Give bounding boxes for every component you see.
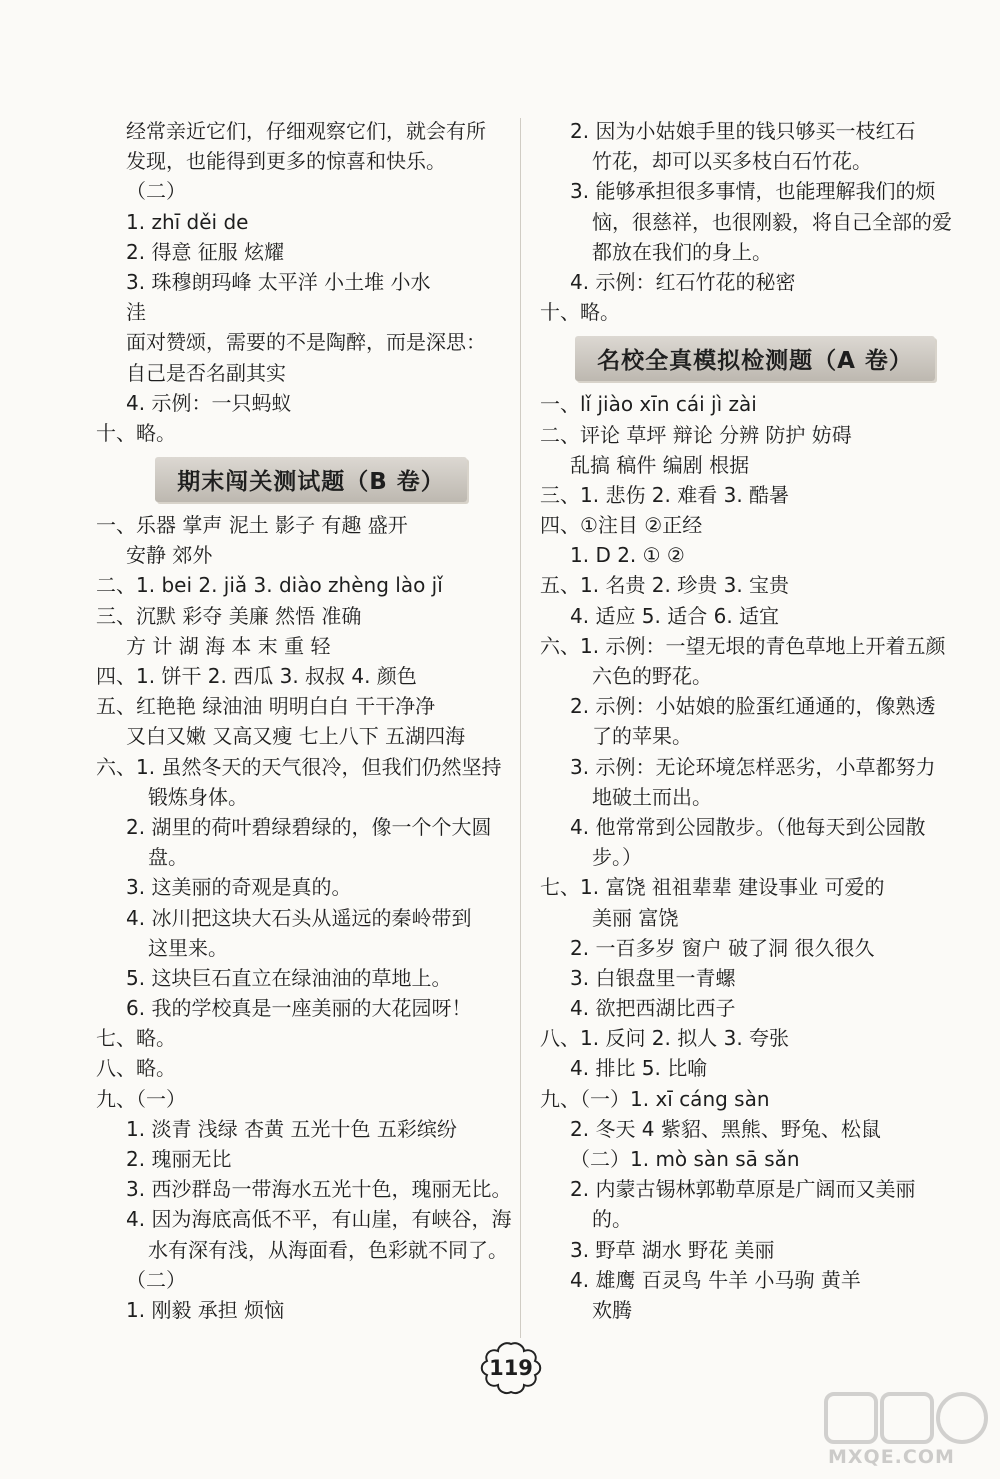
answer-line: 水有深有浅，从海面看，色彩就不同了。 (148, 1237, 508, 1262)
answer-line: 4. 适应 5. 适合 6. 适宜 (570, 603, 780, 628)
answer-line: 2. 得意 征服 炫耀 (126, 239, 285, 264)
section-heading-container (96, 448, 526, 510)
answer-line: 3. 野草 湖水 野花 美丽 (570, 1237, 775, 1262)
answer-line: 2. 一百多岁 窗户 破了洞 很久很久 (570, 935, 875, 960)
answer-line: 自己是否名副其实 (126, 360, 286, 385)
answer-line: 安静 郊外 (126, 543, 213, 568)
answer-line: 乱搞 稿件 编剧 根据 (570, 452, 750, 477)
answer-line: 十、略。 (540, 300, 620, 325)
answer-line: 3. 珠穆朗玛峰 太平洋 小土堆 小水 (126, 269, 431, 294)
answer-line: 都放在我们的身上。 (592, 239, 772, 264)
answer-line: 八、1. 反问 2. 拟人 3. 夸张 (540, 1026, 790, 1051)
page-number-badge (478, 1340, 544, 1396)
answer-line: 2. 因为小姑娘手里的钱只够买一枝红石 (570, 119, 916, 143)
answer-line: 六、1. 虽然冬天的天气很冷，但我们仍然坚持 (96, 754, 502, 779)
answer-line: 二、评论 草坪 辩论 分辨 防护 妨碍 (540, 422, 852, 447)
page-number: 119 (489, 1356, 533, 1380)
answer-line: 6. 我的学校真是一座美丽的大花园呀！ (126, 996, 472, 1021)
watermark-logo (822, 1388, 992, 1474)
answer-line: （二） (126, 1267, 186, 1292)
answer-line: 2. 瑰丽无比 (126, 1147, 232, 1171)
answer-line: （二） (126, 179, 186, 204)
answer-line: 了的苹果。 (592, 724, 692, 749)
answer-line: 十、略。 (96, 420, 176, 445)
answer-line: 四、1. 饼干 2. 西瓜 3. 叔叔 4. 颜色 (96, 664, 417, 688)
answer-line: 一、乐器 掌声 泥土 影子 有趣 盛开 (96, 513, 408, 538)
answer-line: 3. 白银盘里一青螺 (570, 965, 736, 990)
answer-line: 七、略。 (96, 1026, 176, 1051)
right-column (540, 116, 970, 1325)
answer-line: 二、1. bei 2. jiǎ 3. diào zhèng lào jǐ (96, 573, 443, 598)
answer-line: 恼，很慈祥，也很刚毅，将自己全部的爱 (592, 209, 952, 234)
answer-line: 1. 淡青 浅绿 杏黄 五光十色 五彩缤纷 (126, 1116, 457, 1141)
answer-line: 欢腾 (592, 1297, 632, 1322)
answer-line: 的。 (592, 1207, 632, 1232)
answer-line: 又白又嫩 又高又瘦 七上八下 五湖四海 (126, 724, 466, 749)
column-divider (520, 118, 521, 1338)
answer-line: 三、沉默 彩夺 美廉 然悟 准确 (96, 603, 362, 628)
answer-line: 4. 排比 5. 比喻 (570, 1056, 708, 1081)
answer-line: 1. D 2. ① ② (570, 543, 685, 568)
answer-line: 这里来。 (148, 935, 228, 960)
answer-line: 九、（一） (96, 1086, 186, 1111)
answer-line: 3. 西沙群岛一带海水五光十色，瑰丽无比。 (126, 1177, 512, 1202)
answer-line: 面对赞颂，需要的不是陶醉，而是深思： (126, 330, 486, 355)
answer-line: 六色的野花。 (592, 664, 712, 688)
answer-line: 步。） (592, 845, 642, 870)
answer-line: 一、lǐ jiào xīn cái jì zài (540, 392, 757, 417)
answer-line: 五、1. 名贵 2. 珍贵 3. 宝贵 (540, 573, 790, 598)
watermark-icon (822, 1388, 992, 1448)
answer-line: 五、红艳艳 绿油油 明明白白 干干净净 (96, 694, 436, 719)
answer-line: 4. 欲把西湖比西子 (570, 996, 736, 1021)
answer-line: 3. 能够承担很多事情，也能理解我们的烦 (570, 179, 936, 204)
section-heading-container (540, 327, 970, 389)
answer-line: 4. 示例：一只蚂蚁 (126, 390, 292, 415)
answer-line: 4. 冰川把这块大石头从遥远的秦岭带到 (126, 905, 472, 930)
answer-line: 4. 他常常到公园散步。（他每天到公园散 (570, 814, 926, 839)
answer-line: 方 计 湖 海 本 末 重 轻 (126, 633, 331, 658)
answer-line: 地破土而出。 (592, 784, 712, 809)
answer-line: 七、1. 富饶 祖祖辈辈 建设事业 可爱的 (540, 875, 885, 900)
answer-line: 盘。 (148, 845, 188, 870)
section-heading: 期末闯关测试题（B 卷） (155, 457, 467, 502)
answer-line: 1. zhī děi de (126, 209, 249, 234)
answer-line: 3. 示例：无论环境怎样恶劣，小草都努力 (570, 754, 936, 779)
answer-line: 竹花，却可以买多枝白石竹花。 (592, 149, 872, 174)
answer-line: （二）1. mò sàn sā sǎn (570, 1147, 800, 1171)
answer-line: 4. 雄鹰 百灵鸟 牛羊 小马驹 黄羊 (570, 1267, 861, 1292)
section-heading: 名校全真模拟检测题（A 卷） (575, 336, 935, 381)
answer-line: 发现，也能得到更多的惊喜和快乐。 (126, 149, 446, 174)
answer-line: 经常亲近它们，仔细观察它们，就会有所 (126, 119, 486, 143)
answer-line: 八、略。 (96, 1056, 176, 1081)
answer-line: 4. 示例：红石竹花的秘密 (570, 269, 796, 294)
answer-line: 锻炼身体。 (148, 784, 248, 809)
answer-line: 2. 湖里的荷叶碧绿碧绿的，像一个个大圆 (126, 814, 492, 839)
answer-line: 2. 内蒙古锡林郭勒草原是广阔而又美丽 (570, 1177, 916, 1202)
left-column (96, 116, 526, 1325)
answer-line: 3. 这美丽的奇观是真的。 (126, 875, 352, 900)
answer-line: 九、（一）1. xī cáng sàn (540, 1086, 770, 1111)
answer-line: 1. 刚毅 承担 烦恼 (126, 1297, 285, 1322)
answer-line: 洼 (126, 300, 146, 325)
answer-line: 5. 这块巨石直立在绿油油的草地上。 (126, 965, 452, 990)
answer-line: 2. 冬天 4 紫貂、黑熊、野兔、松鼠 (570, 1116, 881, 1141)
answer-line: 4. 因为海底高低不平，有山崖，有峡谷，海 (126, 1207, 512, 1232)
answer-line: 三、1. 悲伤 2. 难看 3. 酷暑 (540, 482, 790, 507)
answer-line: 四、①注目 ②正经 (540, 513, 703, 538)
answer-line: 六、1. 示例：一望无垠的青色草地上开着五颜 (540, 633, 946, 658)
answer-line: 2. 示例：小姑娘的脸蛋红通通的，像熟透 (570, 694, 936, 719)
answer-line: 美丽 富饶 (592, 905, 679, 930)
watermark-site: MXQE.COM (828, 1446, 955, 1468)
